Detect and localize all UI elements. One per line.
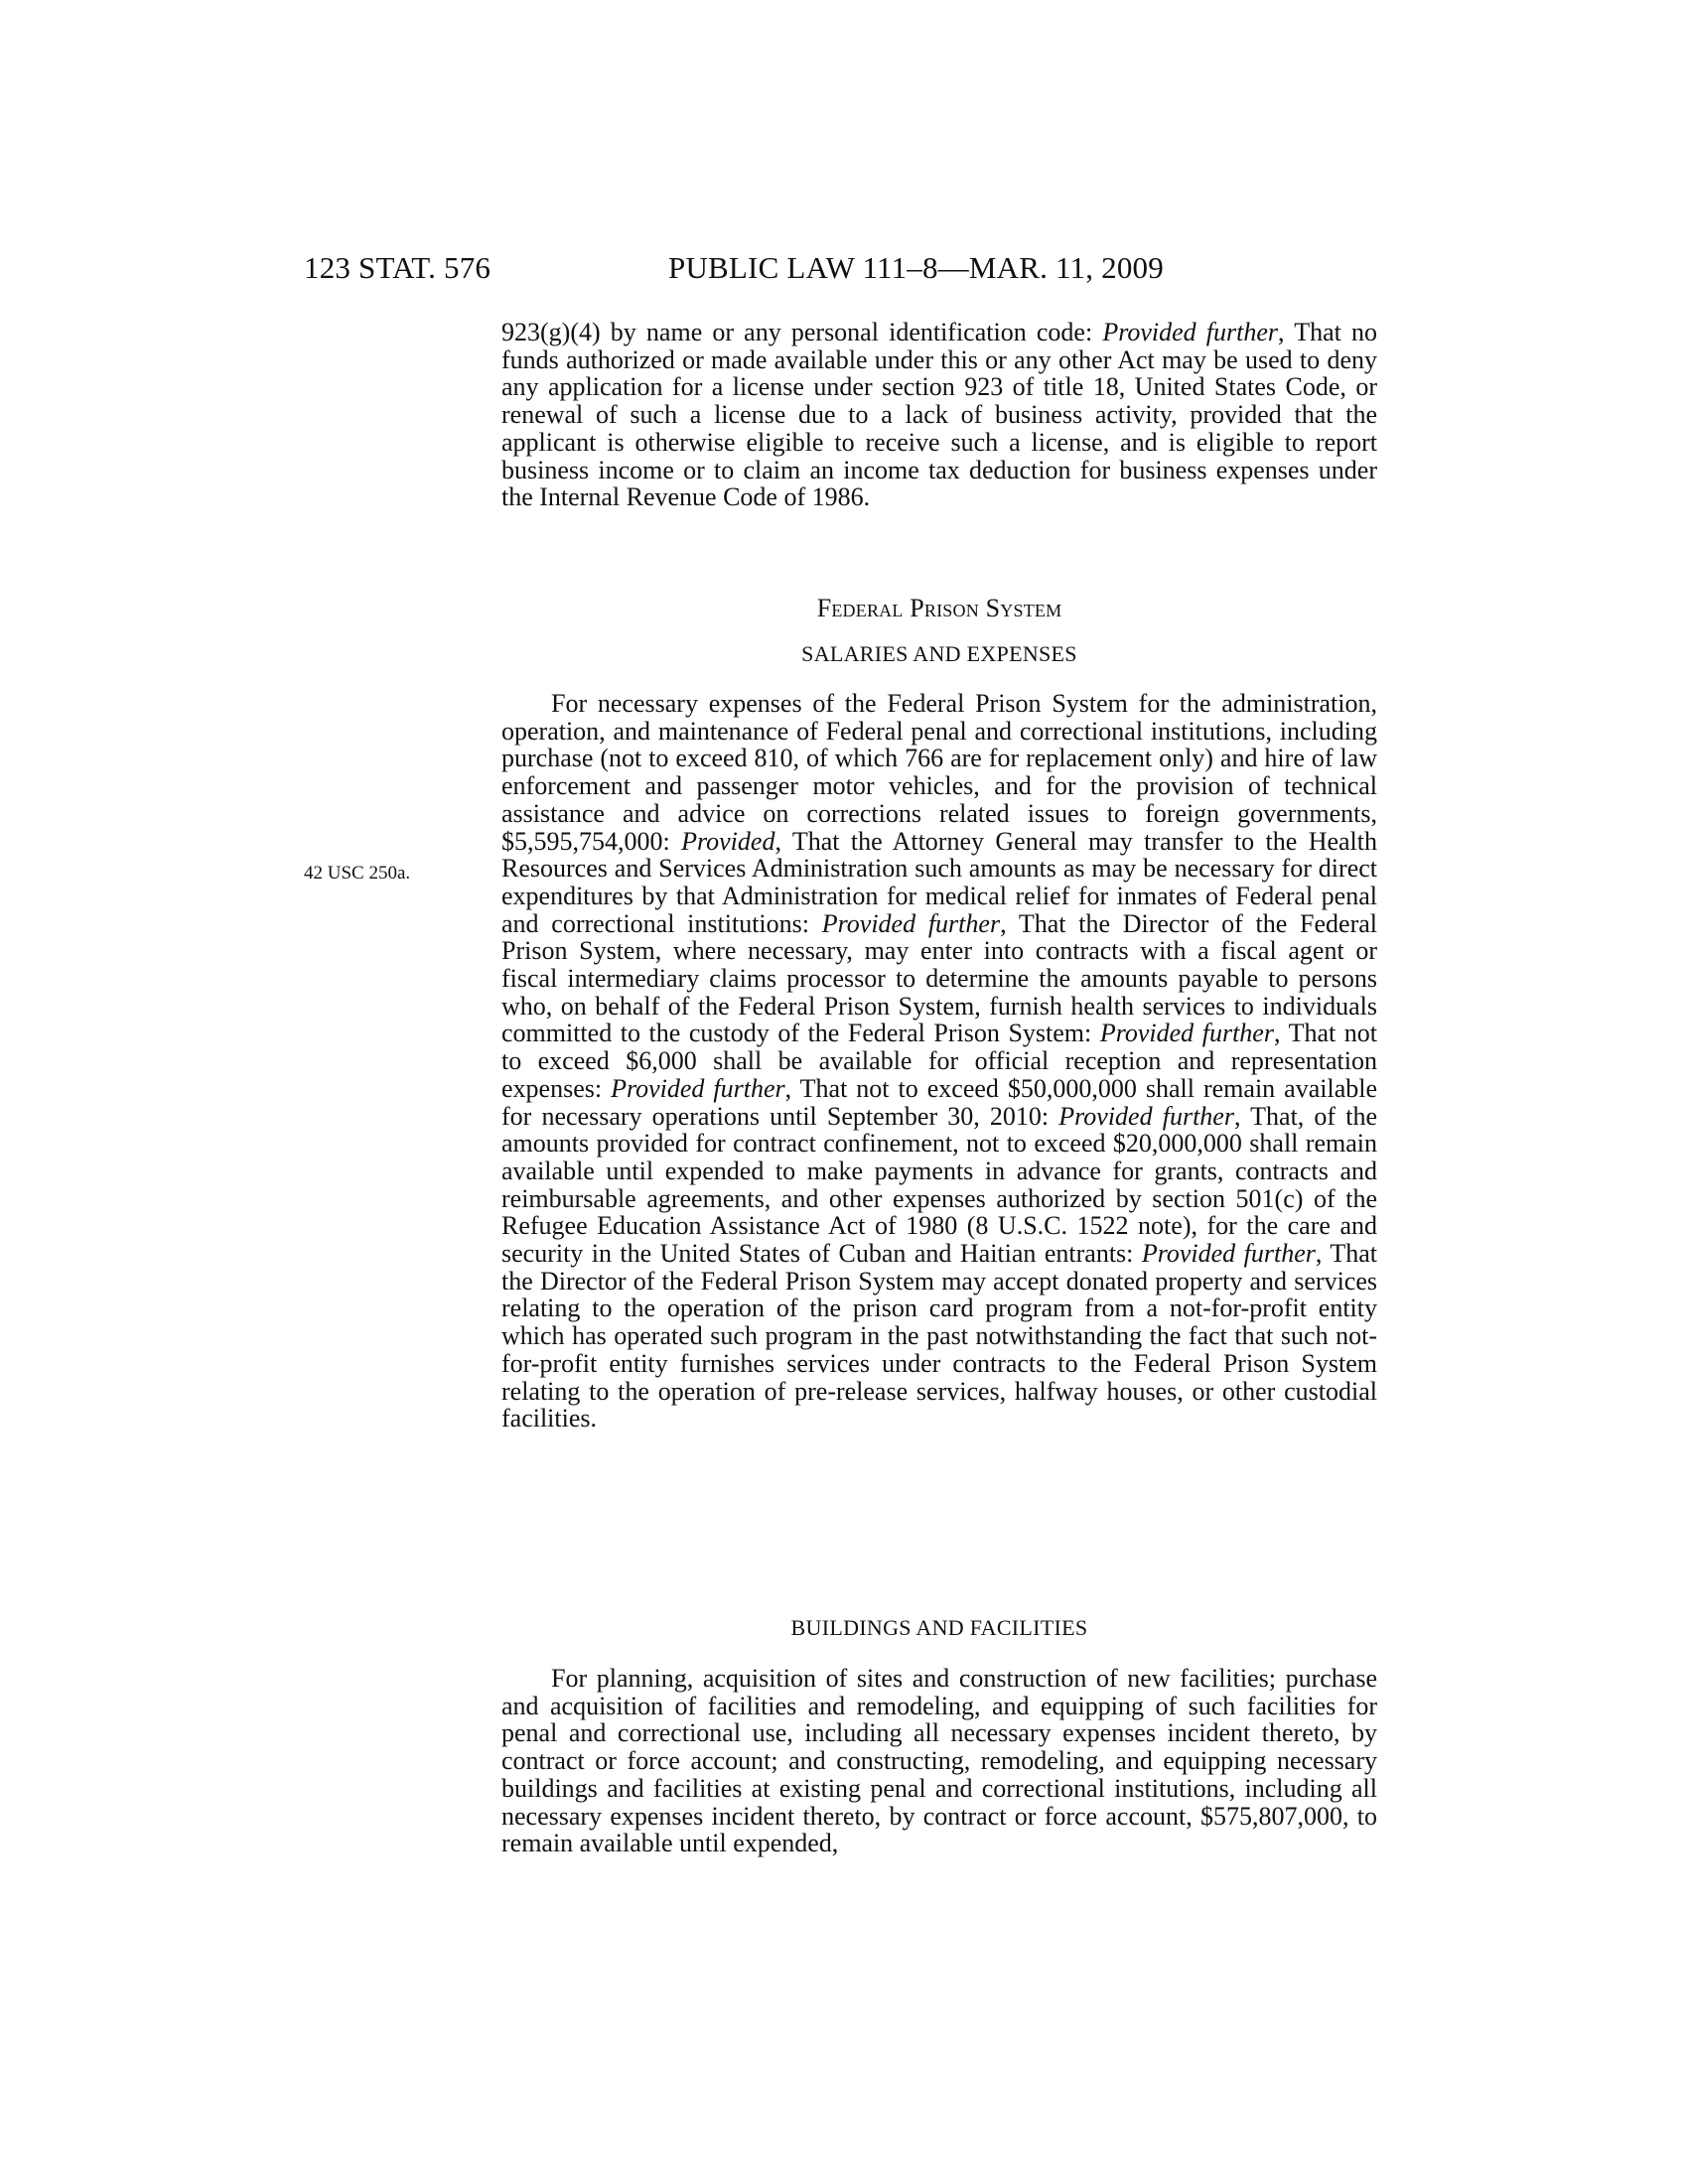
salaries-text-7: , That the Director of the Federal Prison System may accept donated property and services relating to the operation of the prison card program from a not-for-profit entity which has operated such program in the past notwithstanding the fact that such not-for-profit entity furnishes services under contracts to the Federal Prison System relating to the operation of pre-release services, halfway houses, or other custodial facilities. <box>501 1239 1378 1433</box>
stat-page-number: 123 STAT. 576 <box>304 250 492 285</box>
salaries-text-6: , That, of the amounts provided for contract confinement, not to exceed $20,000,000 shall remain available until expended to make payments in advance for grants, contracts and reimbursable agreements, and other expenses authorized by section 501(c) of the Refugee Education Assistance Act of 1980 (8 U.S.C. 1522 note), for the care and security in the United States of Cuban and Haitian entrants: <box>501 1101 1377 1269</box>
salaries-text-3: , That the Director of the Federal Prison System, where necessary, may enter into contracts with a fiscal agent or fiscal intermediary claims processor to determine the amounts payable to persons who, on behalf of the Federal Prison System, furnish health services to individuals committed to the custody of the Federal Prison System: <box>501 908 1377 1048</box>
proviso-italic: Provided further <box>1099 1019 1274 1048</box>
salaries-text-5: , That not to exceed $50,000,000 shall remain available for necessary operations until September 30, 2010: <box>501 1073 1377 1131</box>
intro-text-2: , That no funds authorized or made available under this or any other Act may be used to deny any application for a license under section 923 of title 18, United States Code, or renewal of such a license due to a lack of business activity, provided that the applicant is otherwise eligible to receive such a license, and is eligible to report business income or to claim an income tax deduction for business expenses under the Internal Revenue Code of 1986. <box>501 318 1377 512</box>
salaries-text-1: For necessary expenses of the Federal Prison System for the administration, operation, and maintenance of Federal penal and correctional institutions, including purchase (not to exceed 810, of which 766 are for replacement only) and hire of law enforcement and passenger motor vehicles, and for the provision of technical assistance and advice on corrections related issues to foreign governments, $5,595,754,000: <box>501 689 1377 856</box>
intro-text-1: 923(g)(4) by name or any personal identification code: <box>501 318 1103 346</box>
salaries-text-2: , That the Attorney General may transfer to the Health Resources and Services Administration such amounts as may be necessary for direct expenditures by that Administration for medical relief for inmates of Federal penal and correctional institutions: <box>501 826 1377 938</box>
proviso-italic: Provided further <box>1141 1239 1316 1269</box>
heading-salaries-and-expenses: SALARIES AND EXPENSES <box>801 641 1077 666</box>
proviso-italic: Provided further <box>1058 1101 1234 1131</box>
heading-buildings-and-facilities: BUILDINGS AND FACILITIES <box>790 1615 1088 1640</box>
buildings-paragraph <box>501 1665 1377 1857</box>
buildings-text-1: For planning, acquisition of sites and construction of new facilities; purchase and acquisition of facilities and remodeling, and equipping of such facilities for penal and correctional use, including all necessary expenses incident thereto, by contract or force account; and constructing, remodeling, and equipping necessary buildings and facilities at existing penal and correctional institutions, including all necessary expenses incident thereto, by contract or force account, $575,807,000, to remain available until expended, <box>501 1664 1377 1858</box>
public-law-title: PUBLIC LAW 111–8—MAR. 11, 2009 <box>668 250 1164 285</box>
margin-citation: 42 USC 250a. <box>304 863 411 884</box>
salaries-text-4: , That not to exceed $6,000 shall be available for official reception and representation expenses: <box>501 1019 1378 1103</box>
proviso-italic: Provided further <box>1102 318 1279 346</box>
heading-federal-prison-system: Federal Prison System <box>816 594 1062 622</box>
intro-paragraph <box>501 319 1377 511</box>
proviso-italic: Provided <box>681 826 775 856</box>
proviso-italic: Provided further <box>611 1073 785 1103</box>
proviso-italic: Provided further <box>821 908 1001 938</box>
salaries-paragraph <box>501 690 1377 1433</box>
